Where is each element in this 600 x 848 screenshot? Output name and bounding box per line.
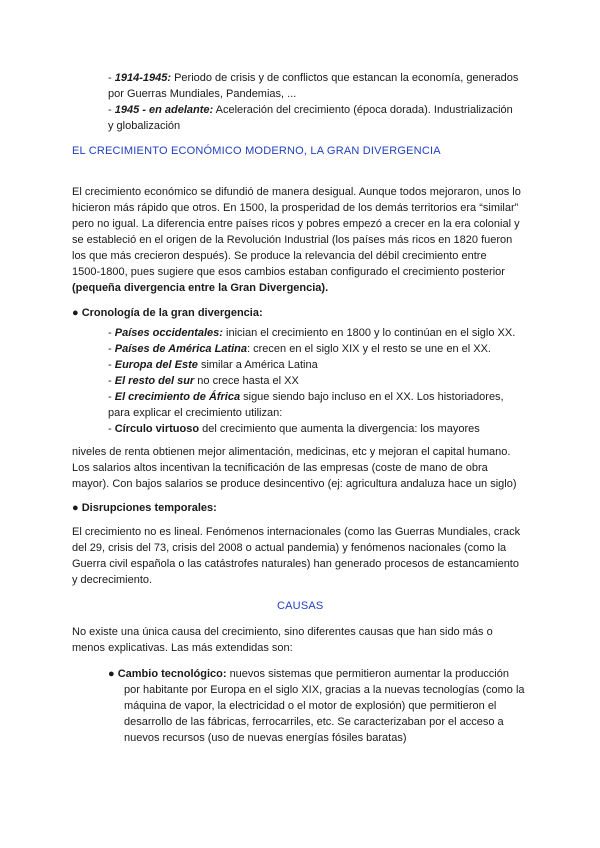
cause-item-cont: nuevos recursos (uso de nuevas energías fósiles baratas) xyxy=(124,732,407,744)
paragraph-line: mayor). Con bajos salarios se produce desincentivo (ej: agricultura andaluza hace un siglo) xyxy=(72,478,517,490)
chronology-item: - Países de América Latina: crecen en el siglo XIX y el resto se une en el XX. xyxy=(108,343,491,355)
paragraph-line: pero no igual. La diferencia entre países ricos y pobres empezó a crecer en la era colonial y xyxy=(72,218,520,230)
cause-item: ● Cambio tecnológico: nuevos sistemas que permitieron aumentar la producción xyxy=(108,668,509,680)
causes-title: CAUSAS xyxy=(277,600,324,612)
chronology-heading: ● Cronología de la gran divergencia: xyxy=(72,307,263,319)
chronology-item: - Europa del Este similar a América Latina xyxy=(108,359,318,371)
chronology-item-cont: para explicar el crecimiento utilizan: xyxy=(108,407,283,419)
chronology-item: - El crecimiento de África sigue siendo bajo incluso en el XX. Los historiadores, xyxy=(108,391,504,403)
period-item: - 1914-1945: Periodo de crisis y de conflictos que estancan la economía, generados xyxy=(108,72,519,84)
chronology-item: - El resto del sur no crece hasta el XX xyxy=(108,375,299,387)
paragraph-line: y decrecimiento. xyxy=(72,574,153,586)
period-item: - 1945 - en adelante: Aceleración del crecimiento (época dorada). Industrialización xyxy=(108,104,513,116)
chronology-item: - Países occidentales: inician el crecimiento en 1800 y lo continúan en el siglo XX. xyxy=(108,327,516,339)
bullet-icon: ● xyxy=(108,668,115,680)
paragraph-line: hicieron más rápido que otros. En 1500, la prosperidad de los demás territorios era “similar” xyxy=(72,202,519,214)
paragraph-bold-line: (pequeña divergencia entre la Gran Divergencia). xyxy=(72,282,329,294)
cause-item-cont: máquina de vapor, la electricidad o el motor de explosión) que permitieron el xyxy=(124,700,497,712)
paragraph-line: El crecimiento económico se difundió de manera desigual. Aunque todos mejoraron, unos lo xyxy=(72,186,521,198)
paragraph-line: Guerra civil española o las catástrofes naturales) han generado procesos de estancamiento xyxy=(72,558,519,570)
cause-item-cont: desarrollo de las fábricas, ferrocarriles, etc. Se caracterizaban por el acceso a xyxy=(124,716,504,728)
chronology-item: - Círculo virtuoso del crecimiento que aumenta la divergencia: los mayores xyxy=(108,423,480,435)
paragraph-line: niveles de renta obtienen mejor alimentación, medicinas, etc y mejoran el capital humano. xyxy=(72,446,511,458)
paragraph-line: los que más crecieron después). Se produce la relevancia del débil crecimiento entre xyxy=(72,250,487,262)
paragraph-line: No existe una única causa del crecimiento, sino diferentes causas que han sido más o xyxy=(72,626,493,638)
paragraph-line: Los salarios altos incentivan la tecnificación de las empresas (coste de mano de obra xyxy=(72,462,488,474)
paragraph-line: se estableció en el origen de la Revolución Industrial (los países más ricos en 1820 fueron xyxy=(72,234,513,246)
disruptions-heading: ● Disrupciones temporales: xyxy=(72,502,217,514)
paragraph-line: 1500-1800, pues sugiere que esos cambios estaban configurado el crecimiento posterior xyxy=(72,266,505,278)
section-title: EL CRECIMIENTO ECONÓMICO MODERNO, LA GRAN DIVERGENCIA xyxy=(72,145,441,157)
cause-item-cont: por habitante por Europa en el siglo XIX, gracias a la nuevas tecnologías (como la xyxy=(124,684,525,696)
paragraph-line: El crecimiento no es lineal. Fenómenos internacionales (como las Guerras Mundiales, crack xyxy=(72,526,521,538)
period-item-cont: por Guerras Mundiales, Pandemias, ... xyxy=(108,88,297,100)
paragraph-line: del 29, crisis del 73, crisis del 2008 o actual pandemia) y fenómenos nacionales (como la xyxy=(72,542,507,554)
paragraph-line: menos explicativas. Las más extendidas son: xyxy=(72,642,293,654)
period-item-cont: y globalización xyxy=(108,120,181,132)
